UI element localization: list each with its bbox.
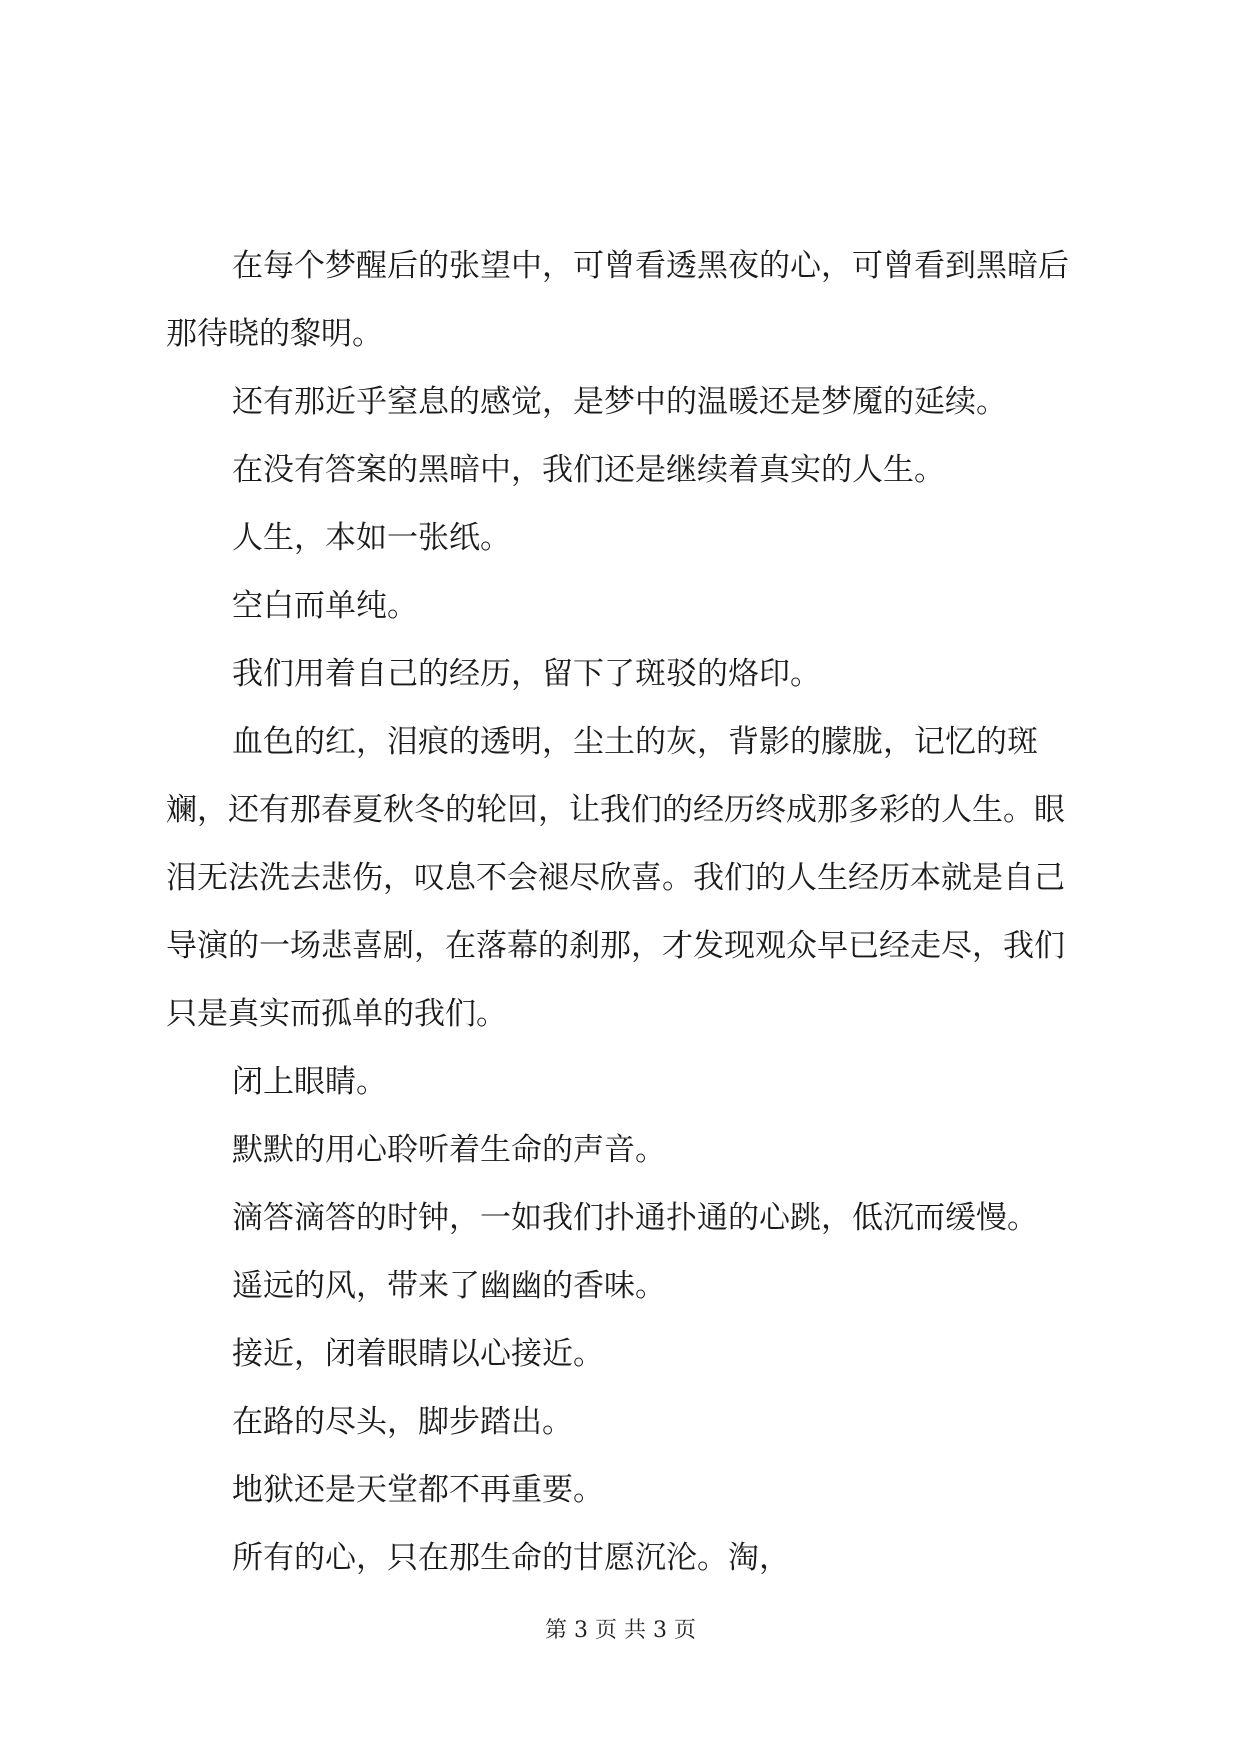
paragraph-12: 接近，闭着眼睛以心接近。: [232, 1336, 604, 1372]
paragraph-2: 还有那近乎窒息的感觉，是梦中的温暖还是梦魇的延续。: [232, 384, 1007, 420]
paragraph-15: 所有的心，只在那生命的甘愿沉沦。淘，: [232, 1540, 790, 1576]
paragraph-10: 滴答滴答的时钟，一如我们扑通扑通的心跳，低沉而缓慢。: [232, 1200, 1038, 1236]
page-footer: [0, 1616, 1241, 1646]
paragraph-13: 在路的尽头，脚步踏出。: [232, 1404, 573, 1440]
paragraph-7: 血色的红，泪痕的透明，尘土的灰，背影的朦胧，记忆的斑斓，还有那春夏秋冬的轮回，让我们的经历终成那多彩的人生。眼泪无法洗去悲伤，叹息不会褪尽欣喜。我们的人生经历本就是自己导演的一场悲喜剧，在落幕的刹那，才发现观众早已经走尽，我们只是真实而孤单的我们。: [166, 724, 1065, 1032]
paragraph-1: 在每个梦醒后的张望中，可曾看透黑夜的心，可曾看到黑暗后那待晓的黎明。: [166, 248, 1069, 352]
document-body: [166, 232, 1086, 1592]
paragraph-5: 空白而单纯。: [232, 588, 418, 624]
paragraph-9: 默默的用心聆听着生命的声音。: [232, 1132, 666, 1168]
paragraph-11: 遥远的风，带来了幽幽的香味。: [232, 1268, 666, 1304]
paragraph-8: 闭上眼睛。: [232, 1064, 387, 1100]
paragraph-14: 地狱还是天堂都不再重要。: [232, 1472, 604, 1508]
paragraph-4: 人生，本如一张纸。: [232, 520, 511, 556]
page-number-label: 第 3 页 共 3 页: [545, 1618, 696, 1643]
paragraph-6: 我们用着自己的经历，留下了斑驳的烙印。: [232, 656, 821, 692]
paragraph-3: 在没有答案的黑暗中，我们还是继续着真实的人生。: [232, 452, 945, 488]
